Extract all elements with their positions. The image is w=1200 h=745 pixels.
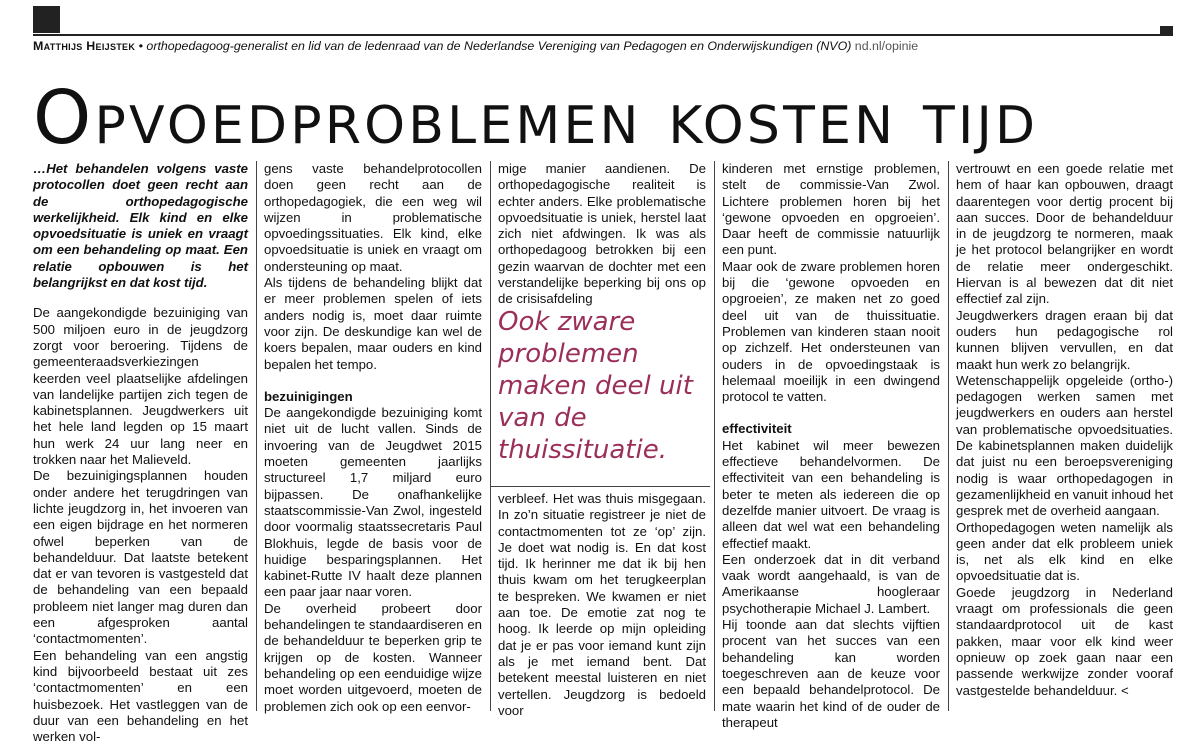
paragraph: Het kabinet wil meer bewezen effectieve behandelvormen. De effectiviteit van een behandeling is beter te meten als iedereen die op dezelfde manier uitvoert. De vraag is alleen dat wel wat een behandeling effectief maakt. — [722, 437, 940, 551]
paragraph: De aangekondigde bezuiniging van 500 miljoen euro in de jeugdzorg zorgt voor beroering. Tijdens de gemeenteraadsverkiezingen keerden veel plaatselijke afdelingen van landelijke partijen zich tegen de kabinetsplannen. Jeugdwerkers uit het hele land legden op 15 maart hun werk 24 uur lang neer en trokken naar het Malieveld. — [33, 305, 248, 468]
article-lead: …Het behandelen volgens vaste protocollen doet geen recht aan de orthopedagogische werkelijkheid. Elk kind en elke opvoedsituatie is uniek en vraagt om een behandeling op maat. Een relatie opbouwen is het belangrijkst en dat kost tijd. — [33, 161, 248, 291]
pull-quote-divider — [490, 486, 710, 487]
paragraph: verbleef. Het was thuis misgegaan. In zo’n situatie registreer je niet de contactmomenten tot ze ‘op’ zijn. Je doet wat nodig is. En dat kost tijd. Ik herinner me dat ik bij hen thuis kwam om het terugkeerplan te bespreken. We kwamen er niet aan toe. De emotie zat nog te hoog. Ik leerde op mijn opleiding dat je er pas voor iemand kunt zijn als je met iemand bent. Dat betekent meestal luisteren en niet vertellen. Jeugdzorg is bedoeld voor — [498, 491, 706, 718]
author-name: Matthijs Heijstek — [33, 39, 136, 53]
paragraph: kinderen met ernstige problemen, stelt de commissie-Van Zwol. Lichtere problemen horen bij het ‘gewone opvoeden en opgroeien’. Daar heeft de commissie natuurlijk een punt. — [722, 161, 940, 258]
column-divider — [256, 161, 257, 711]
byline-separator: • — [138, 39, 143, 53]
paragraph: mige manier aandienen. De orthopedagogische realiteit is echter anders. Elke problematische opvoedsituatie is uniek, herstel laat zich niet afdwingen. Ik was als orthopedagoog betrokken bij een gezin waarvan de dochter met een verstandelijke beperking bij ons op de crisisafdeling — [498, 161, 706, 307]
paragraph: gens vaste behandelprotocollen doen geen recht aan de orthopedagogiek, die een weg wil wijzen in problematische opvoedingssituaties. Elk kind, elke opvoedsituatie is uniek en vraagt om ondersteuning op maat. — [264, 161, 482, 274]
paragraph: Hij toonde aan dat slechts vijftien procent van het succes van een behandeling kan worden toegeschreven aan de keuze voor een bepaald behandelprotocol. De mate waarin het kind of de ouder de therapeut — [722, 617, 940, 730]
paragraph: Maar ook de zware problemen horen bij die ‘gewone opvoeden en opgroeien’, ze maken net zo goed deel uit van de thuissituatie. Problemen van kinderen staan nooit op zichzelf. Het ondersteunen van ouders in de opvoedingstaak is helemaal moeilijk in een dwingend protocol te vatten. — [722, 258, 940, 405]
paragraph: Wetenschappelijk opgeleide (ortho-) pedagogen werken samen met jeugdwerkers en ouders aan herstel van problematische opvoedsituaties. De kabinetsplannen maken duidelijk dat juist nu een beroepsvereniging nodig is waar orthopedagogen in gezamenlijkheid en vanuit inhoud het gesprek met de overheid aangaan. — [956, 372, 1174, 519]
byline — [33, 37, 1173, 55]
paragraph: De aangekondigde bezuiniging komt niet uit de lucht vallen. Sinds de invoering van de Jeugdwet 2015 moeten gemeenten jaarlijks structureel 1,7 miljard euro bijpassen. De onafhankelijke staatscommissie-Van Zwol, ingesteld door voormalig staatssecretaris Paul Blokhuis, legde de basis voor de huidige besparingsplannen. Het kabinet-Rutte IV haalt deze plannen een paar jaar naar voren. — [264, 405, 482, 600]
masthead-block — [33, 6, 60, 33]
paragraph: vertrouwt en een goede relatie met hem of haar kan opbouwen, draagt daarentegen voor dertig procent bij aan succes. Door de behandelduur in de jeugdzorg te normeren, maak je het protocol belangrijker en wordt de relatie meer ondergeschikt. Hiervan is al bewezen dat dit niet effectief zal zijn. — [956, 161, 1173, 307]
paragraph: Orthopedagogen weten namelijk als geen ander dat elk probleem uniek is, net als elk kind en elke opvoedsituatie dat is. — [956, 519, 1173, 584]
paragraph: De bezuinigingsplannen houden onder andere het terugdringen van lichte jeugdzorg in, het invoeren van een eigen bijdrage en het normeren ofwel beperken van de behandelduur. Dat laatste betekent dat er van tevoren is vastgesteld dat de behandeling van een bepaald probleem niet langer mag duren dan een afgesproken aantal ‘contactmomenten’. — [33, 468, 248, 647]
author-role: orthopedagoog-generalist en lid van de ledenraad van de Nederlandse Vereniging van Pedagogen en Onderwijskundigen (NVO) — [146, 39, 852, 53]
column-divider — [948, 161, 949, 711]
paragraph: Jeugdwerkers dragen eraan bij dat ouders hun pedagogische rol kunnen blijven vervullen, en dat maakt hun werk zo belangrijk. — [956, 307, 1173, 372]
section-subhead: effectiviteit — [722, 421, 792, 437]
top-divider-end — [1160, 26, 1173, 36]
article-column-3-top — [498, 161, 706, 308]
article-column-1 — [33, 161, 248, 745]
article-headline: Opvoedproblemen kosten tijd — [33, 75, 1039, 161]
article-column-2 — [264, 161, 482, 715]
paragraph: Goede jeugdzorg in Nederland vraagt om professionals die geen standaardprotocol uit de kast pakken, maar voor elk kind weer opnieuw op zoek gaan naar een passende werkwijze zonder vooraf vastgestelde behandelduur. < — [956, 584, 1173, 698]
pull-quote: Ook zware problemen maken deel uit van de thuissituatie. — [498, 307, 693, 465]
paragraph: Een onderzoek dat in dit verband vaak wordt aangehaald, is van de Amerikaanse hoogleraar psychotherapie Michael J. Lambert. — [722, 551, 940, 616]
paragraph: De overheid probeert door behandelingen te standaardiseren en de behandelduur te beperken grip te krijgen op de kosten. Wanneer behandeling op een eenduidige wijze moet worden uitgevoerd, moeten de problemen zich ook op een eenvor- — [264, 600, 482, 714]
section-subhead: bezuinigingen — [264, 388, 353, 404]
column-divider — [490, 161, 491, 711]
top-divider — [33, 34, 1173, 36]
paragraph: Als tijdens de behandeling blijkt dat er meer problemen spelen of iets anders nodig is, moet daar ruimte voor zijn. De deskundige kan wel de koers bepalen, maar ouders en kind bepalen het tempo. — [264, 275, 482, 372]
column-divider — [714, 161, 715, 711]
article-column-4 — [722, 161, 940, 731]
source-url[interactable]: nd.nl/opinie — [854, 39, 919, 53]
article-column-3-bottom — [498, 491, 706, 719]
paragraph: Een behandeling van een angstig kind bijvoorbeeld bestaat uit zes ‘contactmomenten’ en een huisbezoek. Het vastleggen van de duur van een behandeling en het werken vol- — [33, 647, 248, 745]
article-column-5 — [956, 161, 1173, 699]
